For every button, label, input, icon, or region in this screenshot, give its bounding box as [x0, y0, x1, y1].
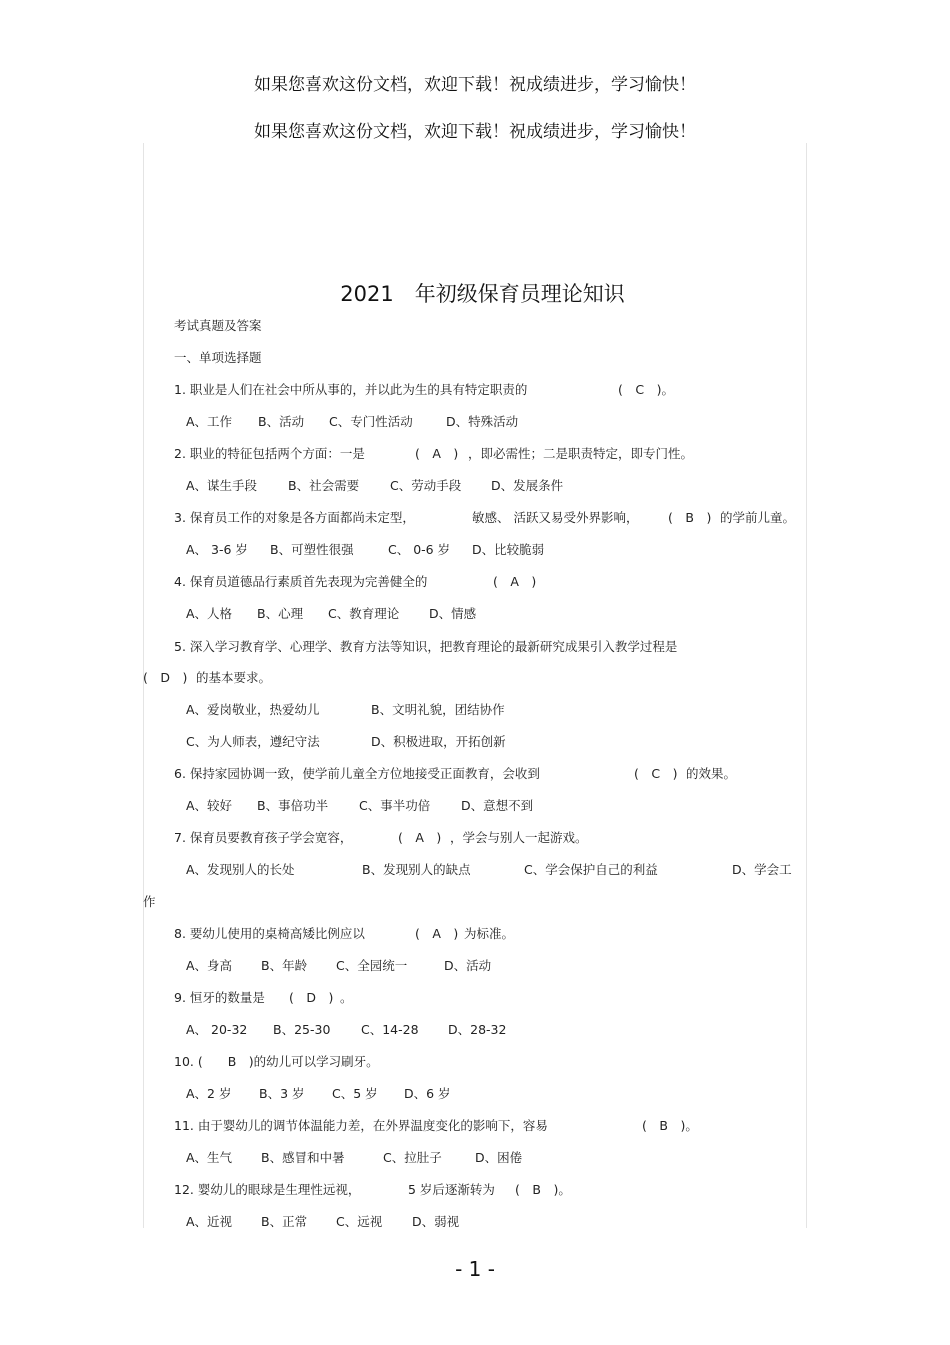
question-6-options [186, 796, 533, 814]
option: A、身高 [186, 958, 233, 973]
document-title: 2021 年初级保育员理论知识 [340, 282, 625, 306]
option: B、心理 [257, 606, 304, 621]
option: A、人格 [186, 606, 233, 621]
question-12-stem-continued: 5 岁后逐渐转为 [408, 1182, 495, 1197]
question-11-options [186, 1148, 522, 1166]
question-3-answer: ( B ) [668, 510, 712, 525]
option: D、28-32 [448, 1022, 507, 1037]
question-8-answer: ( A ) [415, 926, 459, 941]
question-8-stem: 8. 要幼儿使用的桌椅高矮比例应以 [174, 926, 365, 941]
option: D、积极进取，开拓创新 [371, 734, 506, 749]
option: D、意想不到 [461, 798, 534, 813]
question-7-wrap: 作 [143, 894, 156, 909]
option: B、年龄 [261, 958, 308, 973]
question-8-options [186, 956, 491, 974]
question-7-answer: ( A ) [398, 830, 442, 845]
question-6-stem: 6. 保持家园协调一致，使学前儿童全方位地接受正面教育，会收到 [174, 766, 540, 781]
question-5-tail: 的基本要求。 [196, 670, 272, 685]
question-5-options-row-1 [186, 700, 505, 718]
question-7-stem: 7. 保育员要教育孩子学会宽容， [174, 830, 353, 845]
option: C、全园统一 [336, 958, 408, 973]
option: C、学会保护自己的利益 [524, 862, 658, 877]
section-heading: 一、单项选择题 [174, 350, 262, 365]
option: B、文明礼貌，团结协作 [371, 702, 505, 717]
question-2-answer: ( A ) [415, 446, 459, 461]
option: D、学会工 [732, 862, 792, 877]
question-9-options [186, 1020, 506, 1038]
option: C、14-28 [361, 1022, 419, 1037]
option: B、25-30 [273, 1022, 331, 1037]
question-10-stem: 10. ( B )的幼儿可以学习刷牙。 [174, 1054, 379, 1069]
question-9-answer: ( D ) [289, 990, 334, 1005]
question-5-options-row-2 [186, 732, 506, 750]
banner-line-1: 如果您喜欢这份文档，欢迎下载！祝成绩进步，学习愉快！ [254, 75, 696, 95]
option: B、事倍功半 [257, 798, 329, 813]
question-10-options [186, 1084, 451, 1102]
question-5-answer: ( D ) [143, 670, 188, 685]
question-4-answer: ( A ) [493, 574, 537, 589]
question-1-options [186, 412, 518, 430]
option: D、情感 [429, 606, 477, 621]
option: B、可塑性很强 [270, 542, 354, 557]
question-4-stem: 4. 保育员道德品行素质首先表现为完善健全的 [174, 574, 428, 589]
option: A、谋生手段 [186, 478, 258, 493]
banner-line-2: 如果您喜欢这份文档，欢迎下载！祝成绩进步，学习愉快！ [254, 122, 696, 142]
subtitle: 考试真题及答案 [174, 318, 262, 333]
question-2-tail: ，即必需性；二是职责特定，即专门性。 [468, 446, 694, 461]
option: D、发展条件 [491, 478, 564, 493]
option: C、5 岁 [332, 1086, 378, 1101]
option: D、困倦 [475, 1150, 523, 1165]
question-6-answer: ( C ) [634, 766, 678, 781]
option: A、生气 [186, 1150, 233, 1165]
option: A、 3-6 岁 [186, 542, 248, 557]
option: A、较好 [186, 798, 233, 813]
option: C、事半功倍 [359, 798, 431, 813]
option: C、劳动手段 [390, 478, 462, 493]
option: C、教育理论 [328, 606, 400, 621]
option: C、远视 [336, 1214, 383, 1229]
option: A、 20-32 [186, 1022, 248, 1037]
question-9-tail: 。 [340, 990, 353, 1005]
question-3-tail: 的学前儿童。 [720, 510, 796, 525]
question-12-options [186, 1212, 459, 1230]
question-12-stem: 12. 婴幼儿的眼球是生理性远视， [174, 1182, 361, 1197]
question-4-options [186, 604, 476, 622]
option: B、3 岁 [259, 1086, 305, 1101]
question-1-stem: 1. 职业是人们在社会中所从事的，并以此为生的具有特定职责的 [174, 382, 528, 397]
option: B、活动 [258, 414, 305, 429]
question-7-options [186, 860, 792, 878]
option: D、特殊活动 [446, 414, 519, 429]
option: A、发现别人的长处 [186, 862, 295, 877]
option: D、弱视 [412, 1214, 460, 1229]
question-11-stem: 11. 由于婴幼儿的调节体温能力差，在外界温度变化的影响下，容易 [174, 1118, 548, 1133]
question-2-options [186, 476, 563, 494]
option: B、正常 [261, 1214, 308, 1229]
option: A、爱岗敬业，热爱幼儿 [186, 702, 320, 717]
option: C、为人师表，遵纪守法 [186, 734, 320, 749]
option: A、工作 [186, 414, 233, 429]
option: D、活动 [444, 958, 492, 973]
page-number: - 1 - [455, 1257, 495, 1281]
option: B、发现别人的缺点 [362, 862, 471, 877]
question-2-stem: 2. 职业的特征包括两个方面：一是 [174, 446, 365, 461]
question-7-tail: ，学会与别人一起游戏。 [450, 830, 588, 845]
question-1-answer: ( C )。 [618, 382, 674, 397]
question-8-tail: 为标准。 [464, 926, 515, 941]
question-3-stem-continued: 敏感、 活跃又易受外界影响， [472, 510, 639, 525]
option: A、2 岁 [186, 1086, 232, 1101]
question-3-stem: 3. 保育员工作的对象是各方面都尚未定型， [174, 510, 415, 525]
question-11-answer: ( B )。 [642, 1118, 698, 1133]
question-9-stem: 9. 恒牙的数量是 [174, 990, 265, 1005]
question-3-options [186, 540, 544, 558]
question-5-stem: 5. 深入学习教育学、心理学、教育方法等知识，把教育理论的最新研究成果引入教学过程是 [174, 639, 678, 654]
option: B、感冒和中暑 [261, 1150, 345, 1165]
question-12-answer: ( B )。 [515, 1182, 571, 1197]
option: D、比较脆弱 [472, 542, 545, 557]
option: D、6 岁 [404, 1086, 451, 1101]
option: C、拉肚子 [383, 1150, 442, 1165]
option: C、专门性活动 [329, 414, 413, 429]
question-6-tail: 的效果。 [686, 766, 737, 781]
option: B、社会需要 [288, 478, 360, 493]
option: A、近视 [186, 1214, 233, 1229]
option: C、 0-6 岁 [388, 542, 451, 557]
